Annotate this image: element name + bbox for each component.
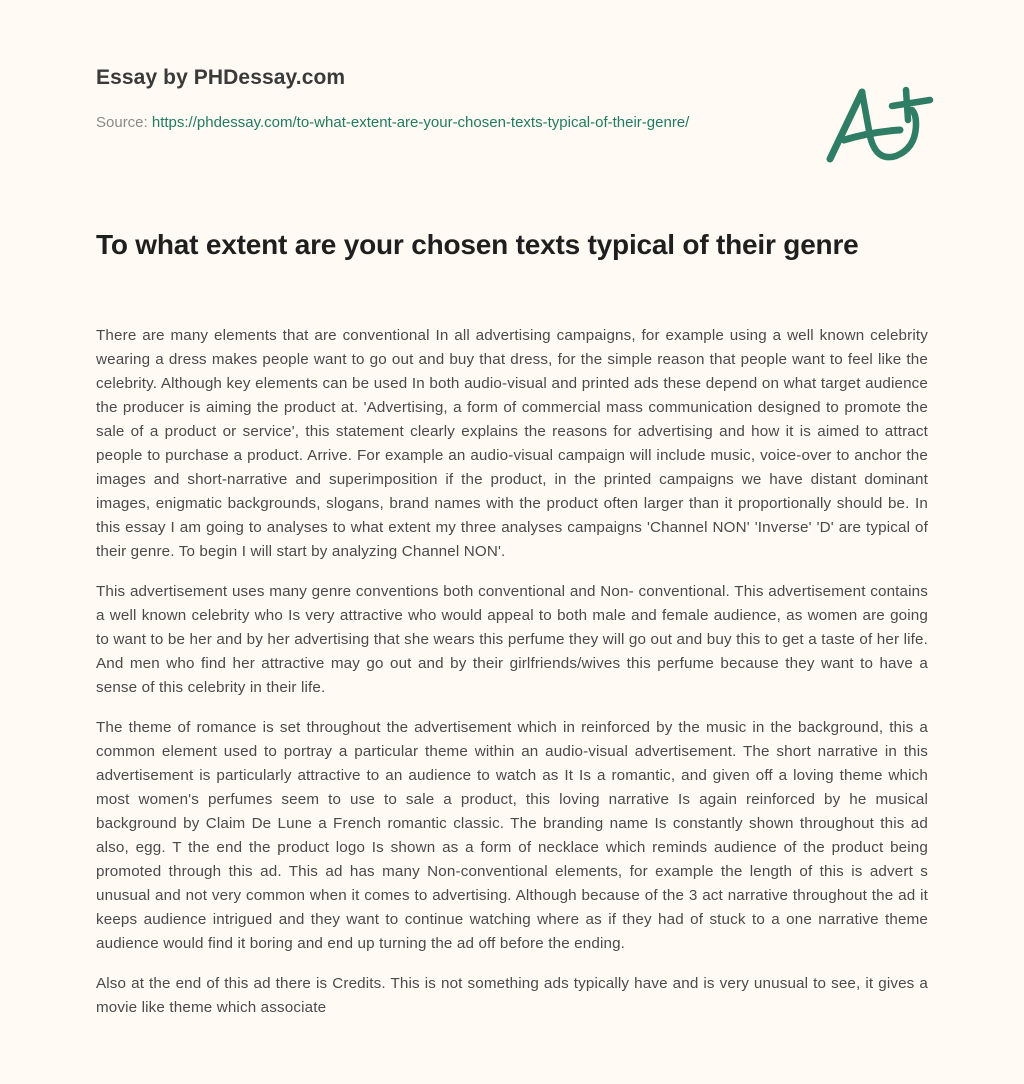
- source-line: [96, 111, 736, 135]
- site-header: [96, 64, 736, 135]
- essay-paragraph: This advertisement uses many genre conventions both conventional and Non- conventional. This advertisement contains a well known celebrity who Is very attractive who would appeal to both male and female audience, as women are going to want to be her and by her advertising that she wears this perfume they will go out and buy this to get a taste of her life. And men who find her attractive may go out and by their girlfriends/wives this perfume because they want to have a sense of this celebrity in their life.: [96, 583, 928, 696]
- source-link[interactable]: https://phdessay.com/to-what-extent-are-your-chosen-texts-typical-of-their-genre/: [151, 114, 690, 131]
- essay-paragraph: The theme of romance is set throughout the advertisement which in reinforced by the music in the background, this a common element used to portray a particular theme within an audio-visual advertisement. The short narrative in this advertisement is particularly attractive to an audience to watch as It Is a romantic, and given off a loving theme which most women's perfumes seem to use to sale a product, this loving narrative Is again reinforced by he musical background by Claim De Lune a French romantic classic. The branding name Is constantly shown throughout this ad also, egg. T the end the product logo Is shown as a form of necklace which reminds audience of the product being promoted through this ad. This ad has many Non-conventional elements, for example the length of this is advert s unusual and not very common when it comes to advertising. Although because of the 3 act narrative throughout the ad it keeps audience intrigued and they want to continue watching where as if they had of stuck to a one narrative theme audience would find it boring and end up turning the ad off before the ending.: [96, 719, 928, 952]
- essay-paragraph: Also at the end of this ad there is Credits. This is not something ads typically have and is very unusual to see, it gives a movie like theme which associate: [96, 975, 928, 1016]
- a-plus-grade-icon: [820, 64, 940, 168]
- essay-paragraph: There are many elements that are conventional In all advertising campaigns, for example using a well known celebrity wearing a dress makes people want to go out and buy that dress, for the simple reason that people want to feel like the celebrity. Although key elements can be used In both audio-visual and printed ads these depend on what target audience the producer is aiming the product at. 'Advertising, a form of commercial mass communication designed to promote the sale of a product or service', this statement clearly explains the reasons for advertising and how it is aimed to attract people to purchase a product. Arrive. For example an audio-visual campaign will include music, voice-over to anchor the images and short-narrative and superimposition if the product, in the printed campaigns we have distant dominant images, enigmatic backgrounds, slogans, brand names with the product often larger than it proportionally should be. In this essay I am going to analyses to what extent my three analyses campaigns 'Channel NON' 'Inverse' 'D' are typical of their genre. To begin I will start by analyzing Channel NON'.: [96, 327, 928, 560]
- source-label: Source:: [96, 114, 152, 131]
- essay-body: [96, 324, 928, 1036]
- essay-title: To what extent are your chosen texts typical of their genre: [96, 229, 859, 260]
- site-title: Essay by PHDessay.com: [96, 66, 346, 89]
